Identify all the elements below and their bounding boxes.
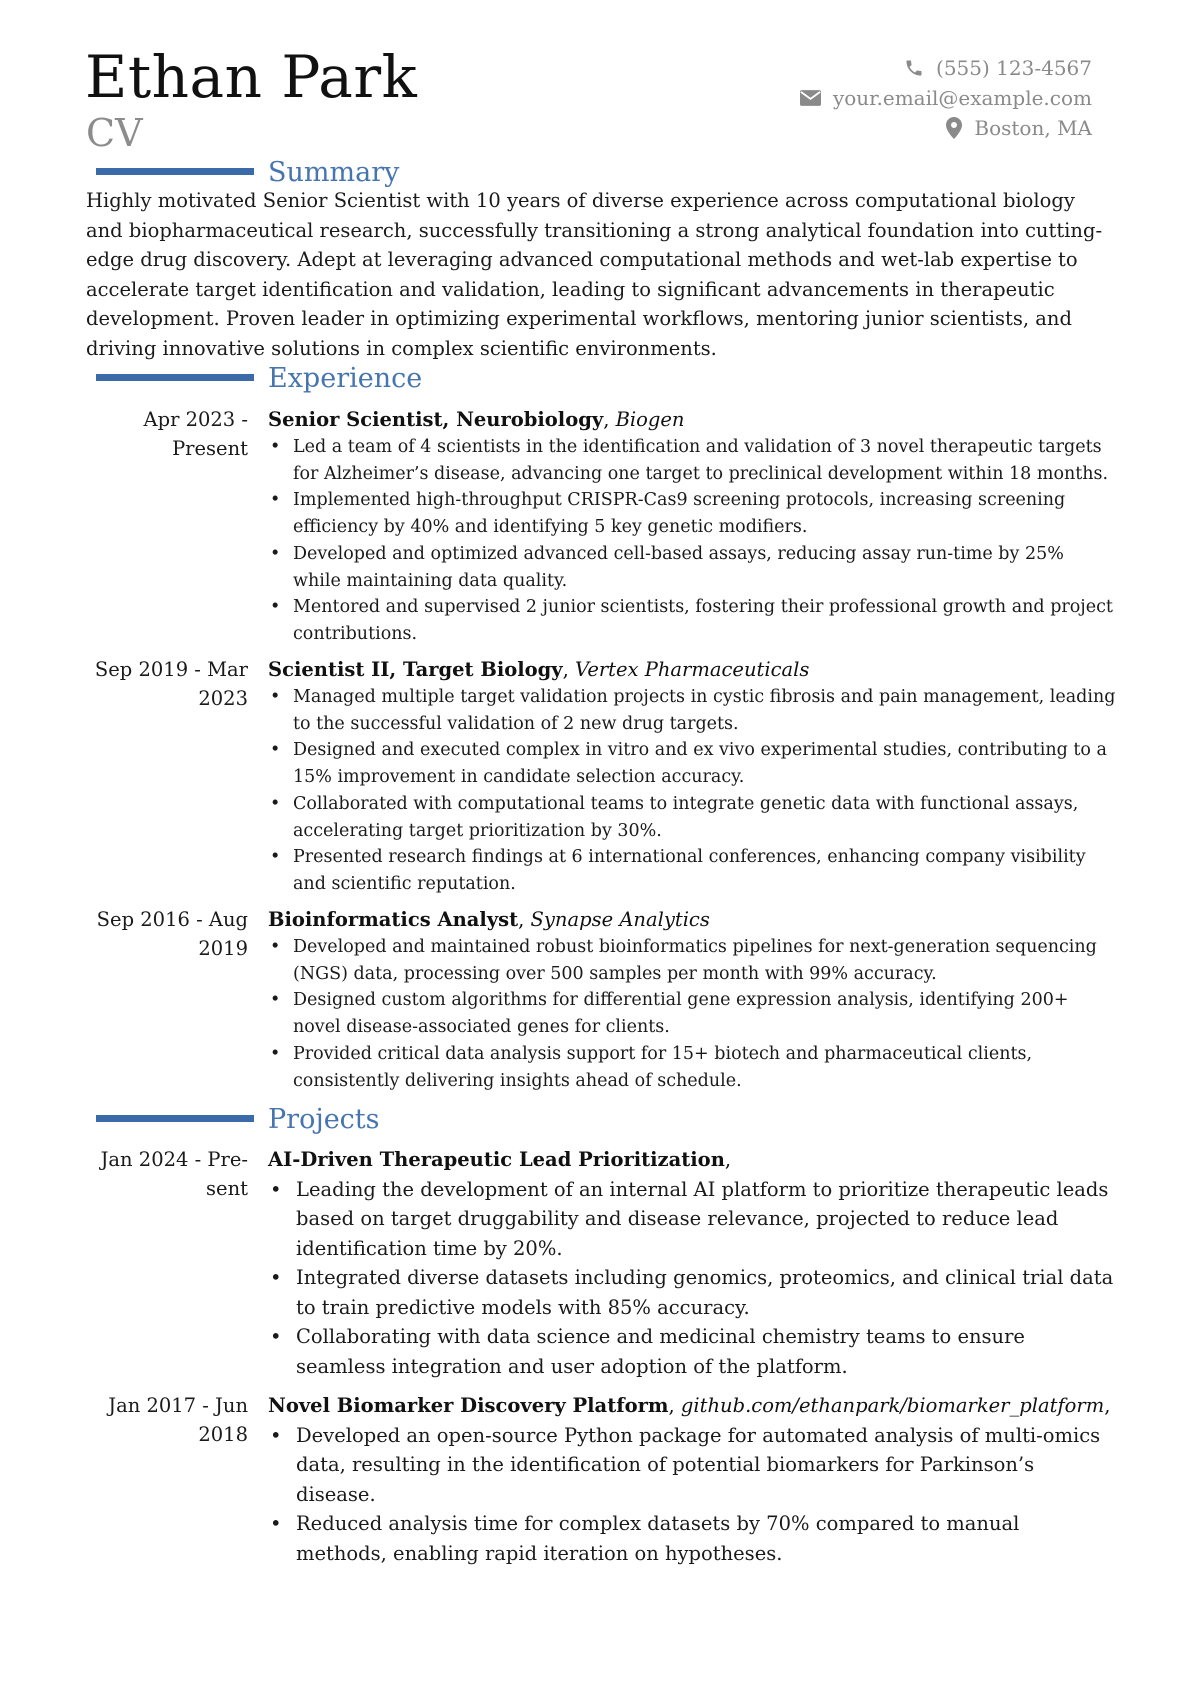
bullet-item: • Presented research findings at 6 international conferences, enhancing company visibility and scientific reputation.	[268, 844, 1116, 897]
section-title: Projects	[268, 1104, 380, 1135]
contact-email[interactable]	[800, 83, 1092, 113]
organization: Biogen	[615, 408, 685, 431]
organization: Vertex Pharmaceuticals	[575, 658, 810, 681]
job-title: Bioinformatics Analyst	[268, 908, 519, 931]
bullet-item: • Provided critical data analysis support for 15+ biotech and pharmaceutical clients, consistently delivering insights ahead of schedule.	[268, 1041, 1116, 1094]
bullet-list	[268, 1175, 1116, 1382]
bullet-item: • Developed an open-source Python package for automated analysis of multi-omics data, resulting in the identification of potential biomarkers for Parkinson’s disease.	[268, 1421, 1116, 1510]
bullet-list	[268, 684, 1116, 898]
entry-body	[268, 655, 1116, 898]
projects-heading	[96, 1103, 1096, 1137]
entry-date	[86, 655, 248, 713]
entry-body	[268, 405, 1116, 648]
bullet-item: • Collaborated with computational teams to integrate genetic data with functional assays, accelerating target prioritization by 30%.	[268, 791, 1116, 844]
job-title: Senior Scientist, Neurobiology	[268, 408, 604, 431]
section-title: Summary	[268, 157, 400, 188]
organization: Synapse Analytics	[530, 908, 710, 931]
entry-date	[86, 1145, 248, 1203]
entry-heading: Novel Biomarker Discovery Platform, github.com/ethanpark/biomarker_platform,	[268, 1394, 1111, 1417]
entry-heading: Bioinformatics Analyst, Synapse Analytics	[268, 908, 710, 931]
bullet-item: • Developed and optimized advanced cell-based assays, reducing assay run-time by 25% while maintaining data quality.	[268, 541, 1116, 594]
entry-heading: Senior Scientist, Neurobiology, Biogen	[268, 408, 685, 431]
document-label: CV	[86, 111, 143, 155]
section-accent-bar	[96, 1115, 254, 1122]
bullet-item: • Designed custom algorithms for differential gene expression analysis, identifying 200+ novel disease-associated genes for clients.	[268, 987, 1116, 1040]
experience-heading	[96, 362, 1096, 396]
phone-text: (555) 123-4567	[936, 56, 1092, 80]
date-start: Jan 2024 - Pre-	[100, 1148, 248, 1171]
bullet-item: • Collaborating with data science and medicinal chemistry teams to ensure seamless integration and user adoption of the platform.	[268, 1322, 1116, 1381]
project-link[interactable]: github.com/ethanpark/biomarker_platform	[680, 1394, 1105, 1417]
phone-icon	[904, 58, 924, 78]
entry-date	[86, 1391, 248, 1449]
envelope-icon	[800, 90, 821, 106]
map-pin-icon	[946, 117, 962, 139]
section-title: Experience	[268, 363, 423, 394]
date-start: Sep 2016 - Aug	[96, 908, 248, 931]
entry-body	[268, 1391, 1116, 1568]
project-title: Novel Biomarker Discovery Platform	[268, 1394, 669, 1417]
bullet-item: • Designed and executed complex in vitro and ex vivo experimental studies, contributing to a 15% improvement in candidate selection accuracy.	[268, 737, 1116, 790]
entry-body	[268, 905, 1116, 1094]
location-text: Boston, MA	[974, 116, 1092, 140]
date-end: 2018	[198, 1423, 248, 1446]
section-accent-bar	[96, 374, 254, 381]
job-title: Scientist II, Target Biology	[268, 658, 563, 681]
entry-heading: Scientist II, Target Biology, Vertex Pharmaceuticals	[268, 658, 810, 681]
bullet-item: • Developed and maintained robust bioinformatics pipelines for next-generation sequencing (NGS) data, processing over 500 samples per month with 99% accuracy.	[268, 934, 1116, 987]
person-name: Ethan Park	[85, 43, 418, 111]
contact-phone[interactable]	[800, 53, 1092, 83]
email-text: your.email@example.com	[832, 86, 1092, 110]
bullet-item: • Integrated diverse datasets including genomics, proteomics, and clinical trial data to train predictive models with 85% accuracy.	[268, 1263, 1116, 1322]
bullet-item: • Leading the development of an internal AI platform to prioritize therapeutic leads based on target druggability and disease relevance, projected to reduce lead identification time by 20%.	[268, 1175, 1116, 1264]
date-end: Present	[172, 437, 248, 460]
date-end: 2023	[198, 687, 248, 710]
date-end: sent	[206, 1177, 248, 1200]
entry-body	[268, 1145, 1116, 1381]
date-start: Sep 2019 - Mar	[94, 658, 248, 681]
summary-heading	[96, 156, 1096, 190]
contact-block	[800, 53, 1092, 143]
bullet-list	[268, 1421, 1116, 1569]
entry-heading: AI-Driven Therapeutic Lead Prioritization,	[268, 1148, 732, 1171]
summary-text: Highly motivated Senior Scientist with 10 years of diverse experience across computational biology and biopharmaceutical research, successfully transitioning a strong analytical foundation into cutting-edge drug discovery. Adept at leveraging advanced computational methods and wet-lab expertise to accelerate target identification and validation, leading to significant advancements in therapeutic development. Proven leader in optimizing experimental workflows, mentoring junior scientists, and driving innovative solutions in complex scientific environments.	[86, 189, 1103, 360]
bullet-item: • Mentored and supervised 2 junior scientists, fostering their professional growth and project contributions.	[268, 594, 1116, 647]
bullet-list	[268, 934, 1116, 1094]
date-start: Jan 2017 - Jun	[108, 1394, 248, 1417]
bullet-item: • Implemented high-throughput CRISPR-Cas9 screening protocols, increasing screening efficiency by 40% and identifying 5 key genetic modifiers.	[268, 487, 1116, 540]
contact-location	[800, 113, 1092, 143]
project-title: AI-Driven Therapeutic Lead Prioritization	[268, 1148, 725, 1171]
bullet-item: • Managed multiple target validation projects in cystic fibrosis and pain management, leading to the successful validation of 2 new drug targets.	[268, 684, 1116, 737]
date-end: 2019	[198, 937, 248, 960]
section-accent-bar	[96, 168, 254, 175]
date-start: Apr 2023 -	[143, 408, 248, 431]
bullet-list	[268, 434, 1116, 648]
entry-date	[86, 905, 248, 963]
bullet-item: • Reduced analysis time for complex datasets by 70% compared to manual methods, enabling rapid iteration on hypotheses.	[268, 1509, 1116, 1568]
bullet-item: • Led a team of 4 scientists in the identification and validation of 3 novel therapeutic targets for Alzheimer’s disease, advancing one target to preclinical development within 18 months.	[268, 434, 1116, 487]
entry-date	[86, 405, 248, 463]
